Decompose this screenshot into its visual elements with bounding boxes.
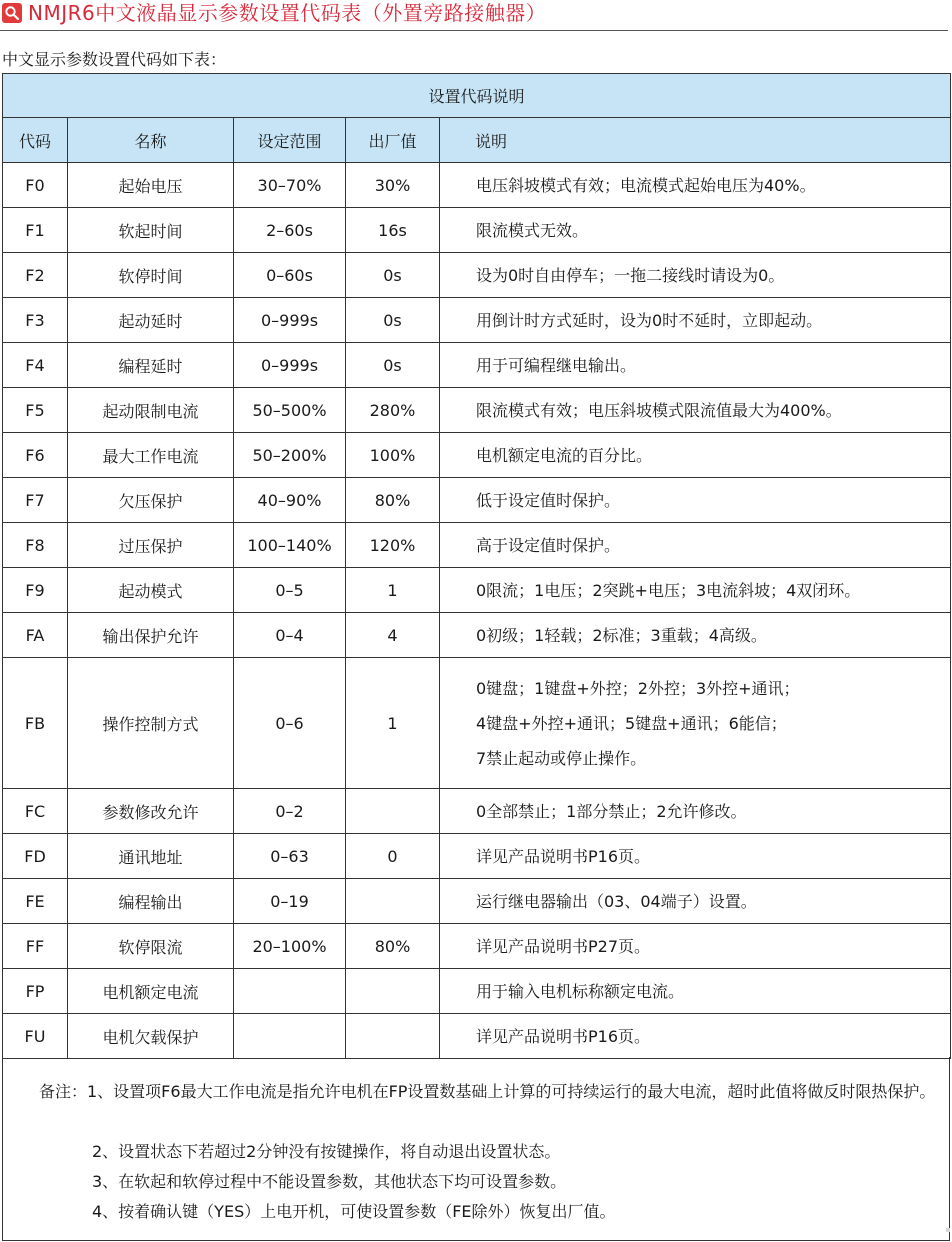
cell-range: 0–5 xyxy=(234,568,346,613)
cell-description xyxy=(440,1014,951,1059)
note-2: 2、设置状态下若超过2分钟没有按键操作，将自动退出设置状态。 xyxy=(92,1142,561,1161)
cell-name: 通讯地址 xyxy=(68,834,234,879)
table-row xyxy=(3,789,951,834)
cell-code: FF xyxy=(3,924,68,969)
description-line: 0全部禁止；1部分禁止；2允许修改。 xyxy=(476,801,747,821)
cell-code: F6 xyxy=(3,433,68,478)
cell-range xyxy=(234,969,346,1014)
description-line: 0键盘；1键盘+外控；2外控；3外控+通讯； xyxy=(476,678,800,698)
cell-range: 0–4 xyxy=(234,613,346,658)
cell-code: F3 xyxy=(3,298,68,343)
note-3: 3、在软起和软停过程中不能设置参数，其他状态下均可设置参数。 xyxy=(92,1172,567,1191)
cell-description xyxy=(440,163,951,208)
cell-default: 0s xyxy=(346,343,440,388)
table-row xyxy=(3,658,951,789)
cell-description xyxy=(440,613,951,658)
cell-description xyxy=(440,343,951,388)
cell-default: 0s xyxy=(346,298,440,343)
cell-range: 0–2 xyxy=(234,789,346,834)
table-row xyxy=(3,924,951,969)
cell-name: 软起时间 xyxy=(68,208,234,253)
header-divider xyxy=(0,30,948,31)
cell-default: 100% xyxy=(346,433,440,478)
cell-range: 20–100% xyxy=(234,924,346,969)
table-row xyxy=(3,568,951,613)
description-line: 设为0时自由停车；一拖二接线时请设为0。 xyxy=(476,265,785,285)
table-row xyxy=(3,343,951,388)
cell-range: 50–500% xyxy=(234,388,346,433)
description-line: 用倒计时方式延时，设为0时不延时，立即起动。 xyxy=(476,310,823,330)
cell-code: FA xyxy=(3,613,68,658)
table-row xyxy=(3,298,951,343)
cell-default xyxy=(346,879,440,924)
cell-default: 0 xyxy=(346,834,440,879)
cell-name: 编程输出 xyxy=(68,879,234,924)
cell-code: F7 xyxy=(3,478,68,523)
cell-default: 80% xyxy=(346,924,440,969)
description-line: 4键盘+外控+通讯；5键盘+通讯；6能信； xyxy=(476,713,787,733)
cell-default: 1 xyxy=(346,568,440,613)
table-row xyxy=(3,879,951,924)
cell-range: 0–999s xyxy=(234,298,346,343)
cell-description xyxy=(440,208,951,253)
table-row xyxy=(3,253,951,298)
cell-name: 电机欠载保护 xyxy=(68,1014,234,1059)
description-line: 0限流；1电压；2突跳+电压；3电流斜坡；4双闭环。 xyxy=(476,580,861,600)
column-header-name: 名称 xyxy=(68,118,234,163)
cell-code: FE xyxy=(3,879,68,924)
settings-code-table xyxy=(2,73,951,1059)
cell-description xyxy=(440,568,951,613)
cell-code: FC xyxy=(3,789,68,834)
cell-name: 编程延时 xyxy=(68,343,234,388)
cell-description xyxy=(440,969,951,1014)
cell-name: 起动延时 xyxy=(68,298,234,343)
column-header-default: 出厂值 xyxy=(346,118,440,163)
cell-code: F8 xyxy=(3,523,68,568)
description-line: 低于设定值时保护。 xyxy=(476,490,621,510)
cell-description xyxy=(440,478,951,523)
description-line: 用于可编程继电输出。 xyxy=(476,355,637,375)
cell-default: 1 xyxy=(346,658,440,789)
cell-default: 0s xyxy=(346,253,440,298)
table-row xyxy=(3,834,951,879)
cell-range: 0–63 xyxy=(234,834,346,879)
cell-description xyxy=(440,879,951,924)
cell-description xyxy=(440,523,951,568)
description-line: 电机额定电流的百分比。 xyxy=(476,445,653,465)
table-row xyxy=(3,208,951,253)
description-line: 高于设定值时保护。 xyxy=(476,535,621,555)
note-4: 4、按着确认键（YES）上电开机，可使设置参数（FE除外）恢复出厂值。 xyxy=(92,1202,616,1221)
cell-code: F5 xyxy=(3,388,68,433)
cell-code: F0 xyxy=(3,163,68,208)
cell-range: 30–70% xyxy=(234,163,346,208)
search-icon xyxy=(2,3,22,23)
cell-range: 50–200% xyxy=(234,433,346,478)
cell-default xyxy=(346,969,440,1014)
cell-code: F2 xyxy=(3,253,68,298)
description-line: 详见产品说明书P16页。 xyxy=(476,1026,651,1046)
cell-range: 0–19 xyxy=(234,879,346,924)
cell-default xyxy=(346,1014,440,1059)
cell-default: 30% xyxy=(346,163,440,208)
cell-name: 参数修改允许 xyxy=(68,789,234,834)
cell-name: 起动限制电流 xyxy=(68,388,234,433)
cell-range: 40–90% xyxy=(234,478,346,523)
cell-default: 120% xyxy=(346,523,440,568)
cell-description xyxy=(440,433,951,478)
cell-range: 0–6 xyxy=(234,658,346,789)
column-header-description: 说明 xyxy=(440,118,951,163)
table-row xyxy=(3,478,951,523)
table-row xyxy=(3,969,951,1014)
table-row xyxy=(3,388,951,433)
description-line: 用于输入电机标称额定电流。 xyxy=(476,981,685,1001)
cell-name: 操作控制方式 xyxy=(68,658,234,789)
cell-default: 16s xyxy=(346,208,440,253)
column-header-range: 设定范围 xyxy=(234,118,346,163)
cell-code: FU xyxy=(3,1014,68,1059)
description-line: 运行继电器输出（03、04端子）设置。 xyxy=(476,891,757,911)
cell-default: 4 xyxy=(346,613,440,658)
intro-text: 中文显示参数设置代码如下表： xyxy=(2,50,227,69)
table-row xyxy=(3,613,951,658)
cell-description xyxy=(440,253,951,298)
table-row xyxy=(3,1014,951,1059)
table-caption: 设置代码说明 xyxy=(3,74,951,118)
description-line: 限流模式无效。 xyxy=(476,220,589,240)
page-title: NMJR6中文液晶显示参数设置代码表（外置旁路接触器） xyxy=(28,1,547,25)
table-row xyxy=(3,433,951,478)
corner-mark xyxy=(946,1228,950,1232)
cell-range: 0–60s xyxy=(234,253,346,298)
cell-name: 起动模式 xyxy=(68,568,234,613)
cell-default xyxy=(346,789,440,834)
description-line: 7禁止起动或停止操作。 xyxy=(476,748,647,768)
cell-name: 电机额定电流 xyxy=(68,969,234,1014)
cell-code: F9 xyxy=(3,568,68,613)
cell-range: 2–60s xyxy=(234,208,346,253)
cell-description xyxy=(440,298,951,343)
cell-name: 起始电压 xyxy=(68,163,234,208)
description-line: 限流模式有效；电压斜坡模式限流值最大为400%。 xyxy=(476,400,842,420)
cell-code: FD xyxy=(3,834,68,879)
cell-code: FB xyxy=(3,658,68,789)
cell-name: 最大工作电流 xyxy=(68,433,234,478)
description-line: 详见产品说明书P27页。 xyxy=(476,936,651,956)
table-row xyxy=(3,523,951,568)
page-header xyxy=(0,0,952,30)
cell-default: 80% xyxy=(346,478,440,523)
cell-name: 软停限流 xyxy=(68,924,234,969)
note-1: 备注：1、设置项F6最大工作电流是指允许电机在FP设置数基础上计算的可持续运行的最大电流，超时此值将做反时限热保护。 xyxy=(39,1082,936,1101)
notes-box xyxy=(2,1057,950,1241)
cell-name: 输出保护允许 xyxy=(68,613,234,658)
cell-name: 软停时间 xyxy=(68,253,234,298)
column-header-code: 代码 xyxy=(3,118,68,163)
cell-name: 过压保护 xyxy=(68,523,234,568)
description-line: 0初级；1轻载；2标准；3重载；4高级。 xyxy=(476,625,767,645)
cell-code: F1 xyxy=(3,208,68,253)
cell-range: 0–999s xyxy=(234,343,346,388)
description-line: 详见产品说明书P16页。 xyxy=(476,846,651,866)
cell-description xyxy=(440,924,951,969)
cell-default: 280% xyxy=(346,388,440,433)
cell-description xyxy=(440,834,951,879)
cell-description xyxy=(440,789,951,834)
cell-range xyxy=(234,1014,346,1059)
cell-range: 100–140% xyxy=(234,523,346,568)
cell-name: 欠压保护 xyxy=(68,478,234,523)
table-row xyxy=(3,163,951,208)
cell-description xyxy=(440,658,951,789)
cell-description xyxy=(440,388,951,433)
description-line: 电压斜坡模式有效；电流模式起始电压为40%。 xyxy=(476,175,816,195)
cell-code: FP xyxy=(3,969,68,1014)
cell-code: F4 xyxy=(3,343,68,388)
